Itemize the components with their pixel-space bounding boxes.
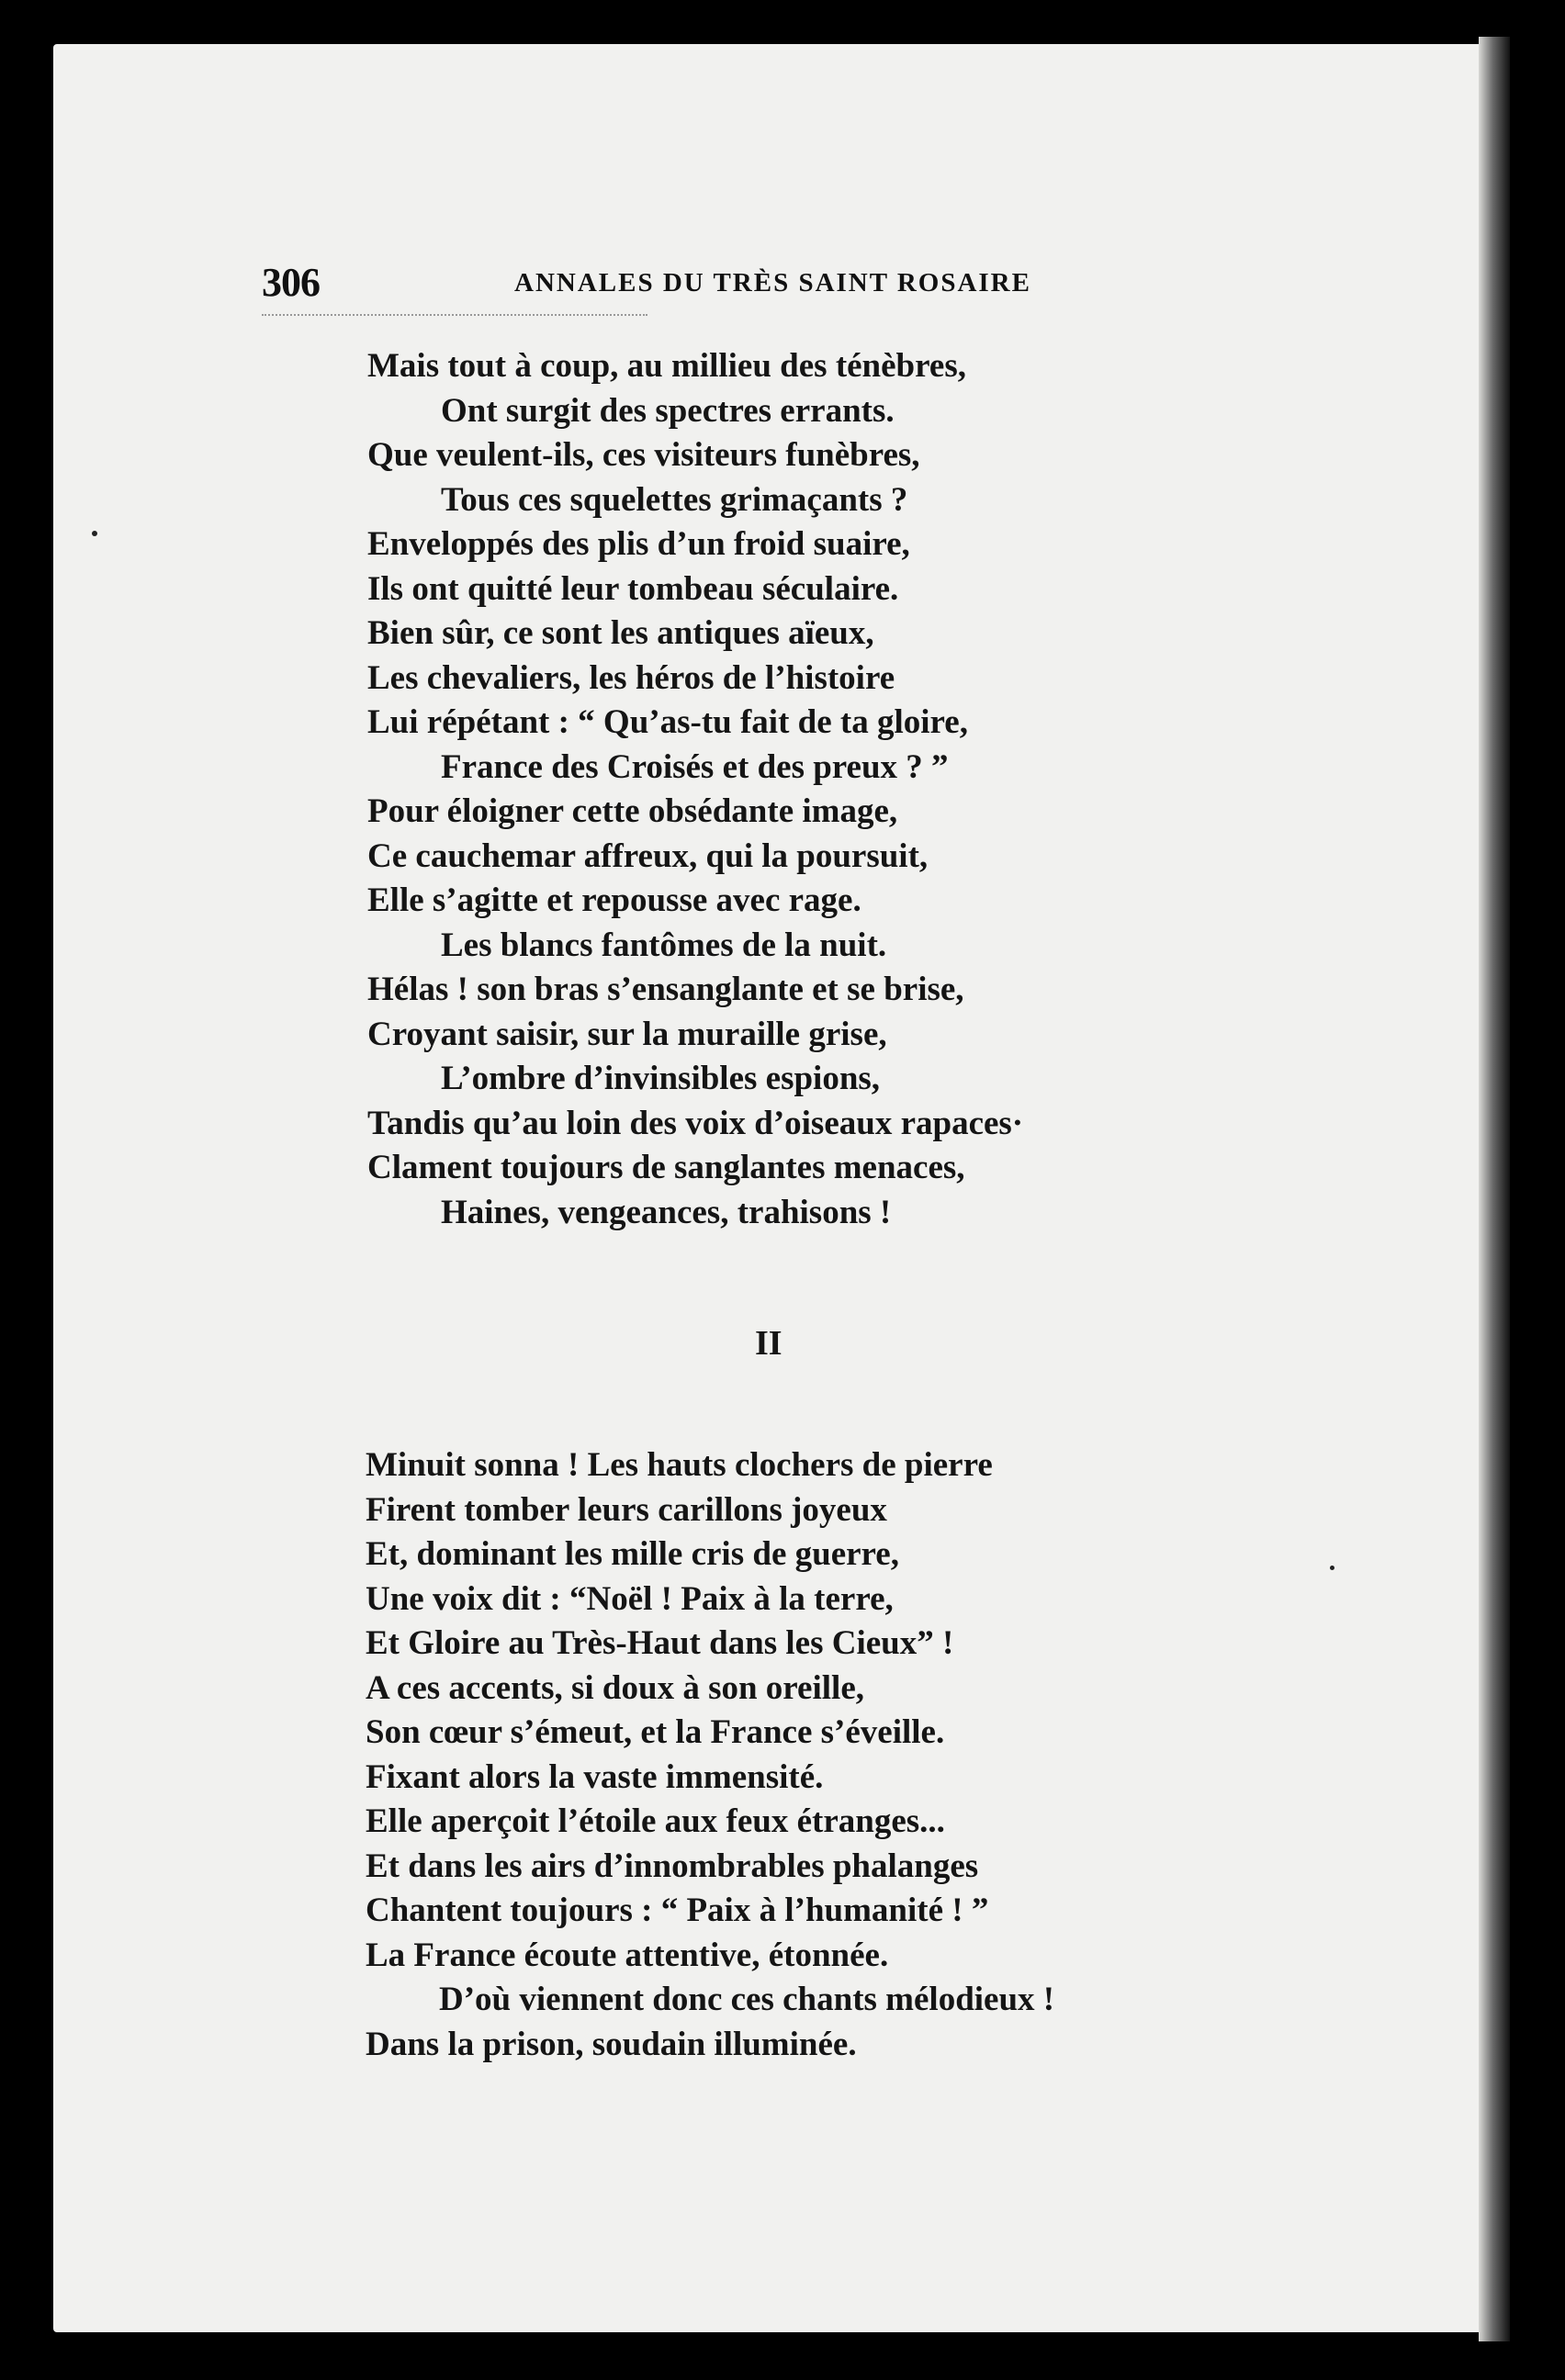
poem-line: A ces accents, si doux à son oreille, <box>366 1668 864 1707</box>
poem-line: L’ombre d’invinsibles espions, <box>441 1060 881 1097</box>
poem-line: Tandis qu’au loin des voix d’oiseaux rapaces· <box>367 1104 1024 1142</box>
poem-line: Dans la prison, soudain illuminée. <box>366 2025 857 2063</box>
poem-line: Et Gloire au Très-Haut dans les Cieux” ! <box>366 1624 954 1662</box>
poem-stanza-1 <box>367 344 1023 1235</box>
header-dotted-rule <box>262 314 647 316</box>
poem-line: Son cœur s’émeut, et la France s’éveille. <box>366 1713 945 1751</box>
page-header <box>262 259 1281 323</box>
poem-line: D’où viennent donc ces chants mélodieux ! <box>439 1981 1055 2018</box>
section-numeral: II <box>755 1324 782 1363</box>
poem-line: Fixant alors la vaste immensité. <box>366 1757 824 1796</box>
poem-line: Ce cauchemar affreux, qui la poursuit, <box>367 836 929 875</box>
poem-stanza-2 <box>366 1443 1054 2067</box>
poem-line: Ils ont quitté leur tombeau séculaire. <box>367 569 899 608</box>
poem-line: Pour éloigner cette obsédante image, <box>367 792 898 830</box>
binding-edge-shadow <box>1479 37 1510 2341</box>
poem-line: Clament toujours de sanglantes menaces, <box>367 1149 965 1186</box>
poem-line: Chantent toujours : “ Paix à l’humanité ! ” <box>366 1892 989 1929</box>
ink-speck <box>92 531 97 536</box>
poem-line: Lui répétant : “ Qu’as-tu fait de ta gloire, <box>367 703 968 741</box>
poem-line: Tous ces squelettes grimaçants ? <box>441 480 908 519</box>
poem-line: Elle s’agitte et repousse avec rage. <box>367 881 861 919</box>
poem-line: Ont surgit des spectres errants. <box>441 391 895 430</box>
poem-line: Bien sûr, ce sont les antiques aïeux, <box>367 614 874 652</box>
poem-line: Et dans les airs d’innombrables phalanges <box>366 1847 979 1885</box>
poem-line: Mais tout à coup, au millieu des ténèbres, <box>367 347 966 385</box>
poem-line: Minuit sonna ! Les hauts clochers de pierre <box>366 1446 993 1484</box>
page-number: 306 <box>262 260 320 305</box>
poem-line: Firent tomber leurs carillons joyeux <box>366 1490 887 1529</box>
poem-line: Enveloppés des plis d’un froid suaire, <box>367 525 910 563</box>
ink-speck <box>1330 1566 1334 1570</box>
poem-line: Elle aperçoit l’étoile aux feux étranges... <box>366 1802 945 1840</box>
poem-line: Haines, vengeances, trahisons ! <box>441 1193 892 1231</box>
poem-line: Les blancs fantômes de la nuit. <box>441 926 887 964</box>
poem-line: Une voix dit : “Noël ! Paix à la terre, <box>366 1579 894 1618</box>
poem-line: Les chevaliers, les héros de l’histoire <box>367 658 895 697</box>
poem-line: Croyant saisir, sur la muraille grise, <box>367 1015 887 1053</box>
poem-line: Que veulent-ils, ces visiteurs funèbres, <box>367 436 920 474</box>
poem-line: La France écoute attentive, étonnée. <box>366 1936 889 1974</box>
poem-line: Et, dominant les mille cris de guerre, <box>366 1535 899 1573</box>
poem-line: France des Croisés et des preux ? ” <box>441 747 949 786</box>
running-head: ANNALES DU TRÈS SAINT ROSAIRE <box>514 268 1031 298</box>
poem-line: Hélas ! son bras s’ensanglante et se brise, <box>367 971 964 1008</box>
